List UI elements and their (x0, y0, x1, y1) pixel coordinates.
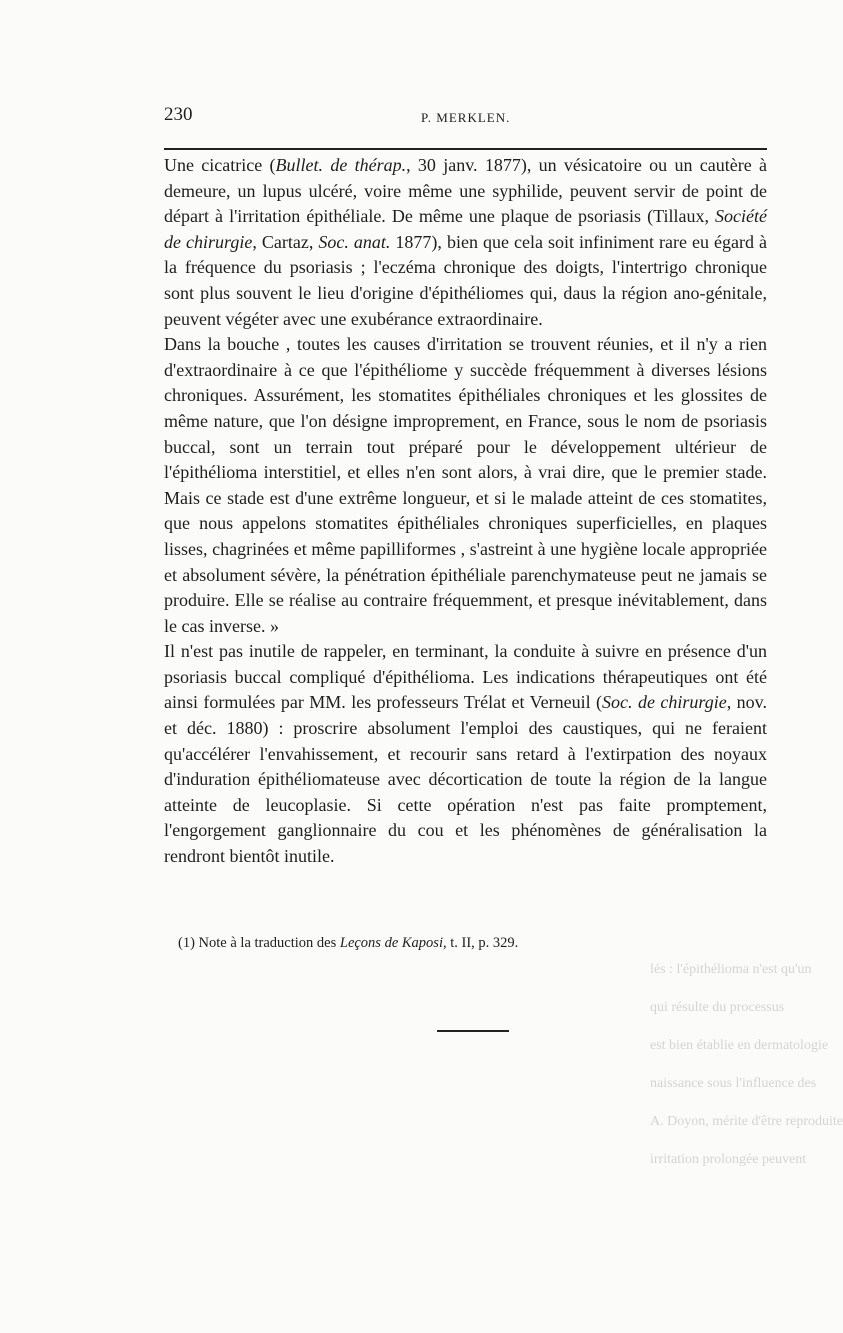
paragraph (164, 332, 767, 639)
page-number: 230 (164, 104, 193, 125)
footnote-title: Leçons de Kaposi (339, 935, 443, 951)
running-head: P. MERKLEN. (421, 110, 511, 125)
footnote-marker: (1) (178, 935, 195, 951)
show-through-text: naissance sous l'influence des (650, 1076, 817, 1091)
paragraph-text: Dans la bouche , toutes les causes d'irritation se trouvent réunies, et il n'y a rien d'extraordinaire à ce que l'épithéliome y succède fréquemment à diverses lésions chroniques. Assurément, les stomatites épithéliales chroniques et les glossites de même nature, que l'on désigne improprement, en France, sous le nom de psoriasis buccal, sont un terrain tout préparé pour le développement ultérieur de l'épithélioma interstitiel, et elles n'en sont alors, à vrai dire, que le premier stade. Mais ce stade est d'une extrême longueur, et si le malade atteint de ces stomatites, que nous appelons stomatites épithéliales chroniques superficielles, en plaques lisses, chagrinées et même papilliformes , s'astreint à une hygiène locale appropriée et absolument sévère, la pénétration épithéliale parenchymateuse peut ne jamais se produire. Elle se réalise au contraire fréquemment, et presque inévitablement, dans le cas inverse. » (164, 334, 767, 636)
paragraph-text: Une cicatrice ( (164, 155, 276, 175)
show-through-text: est bien établie en dermatologie (650, 1038, 829, 1053)
footnote-text-end: , t. II, p. 329. (442, 935, 519, 951)
show-through-text: lés : l'épithélioma n'est qu'un (650, 962, 812, 977)
italic-citation: Société de chirurgie (164, 206, 767, 252)
paragraph (164, 153, 767, 332)
page-header (164, 96, 767, 136)
italic-citation: Soc. anat. (318, 231, 391, 252)
closing-rule (437, 1030, 509, 1032)
header-rule (164, 148, 767, 150)
show-through-text: qui résulte du processus (650, 1000, 785, 1015)
show-through-text: irritation prolongée peuvent (650, 1152, 807, 1167)
paragraph (164, 639, 767, 869)
paragraph-text: , 30 janv. 1877), un vésicatoire ou un cautère à demeure, un lupus ulcéré, voire même une syphilide, peuvent servir de point de départ à l'irritation épithéliale. De même une plaque de psoriasis (Tillaux, (164, 155, 767, 227)
paragraph-text: Il n'est pas inutile de rappeler, en terminant, la conduite à suivre en présence d'un psoriasis buccal compliqué d'épithélioma. Les indications thérapeutiques ont été ainsi formulées par MM. les professeurs Trélat et Verneuil ( (164, 641, 767, 713)
show-through-text: A. Doyon, mérite d'être reproduite (650, 1114, 843, 1129)
footnote (178, 933, 768, 953)
paragraph-text: , nov. et déc. 1880) : proscrire absolument l'emploi des caustiques, qui ne feraient qu'accélérer l'envahissement, et recourir sans retard à l'extirpation des noyaux d'induration épithéliomateuse avec décortication de toute la région de la langue atteinte de leucoplasie. Si cette opération n'est pas faite promptement, l'engorgement ganglionnaire du cou et les phénomènes de généralisation la rendront bientôt inutile. (164, 692, 767, 867)
italic-citation: Soc. de chirurgie (602, 692, 727, 713)
body-text (164, 153, 767, 870)
italic-citation: Bullet. de thérap. (275, 155, 407, 175)
footnote-text: Note à la traduction des (194, 935, 340, 951)
paragraph-text: 1877), bien que cela soit infiniment rare eu égard à la fréquence du psoriasis ; l'eczéma chronique des doigts, l'intertrigo chronique sont plus souvent le lieu d'origine d'épithéliomes qui, daus la région ano-génitale, peuvent végéter avec une exubérance extraordinaire. (164, 231, 768, 329)
paragraph-text: , Cartaz, (252, 231, 319, 252)
